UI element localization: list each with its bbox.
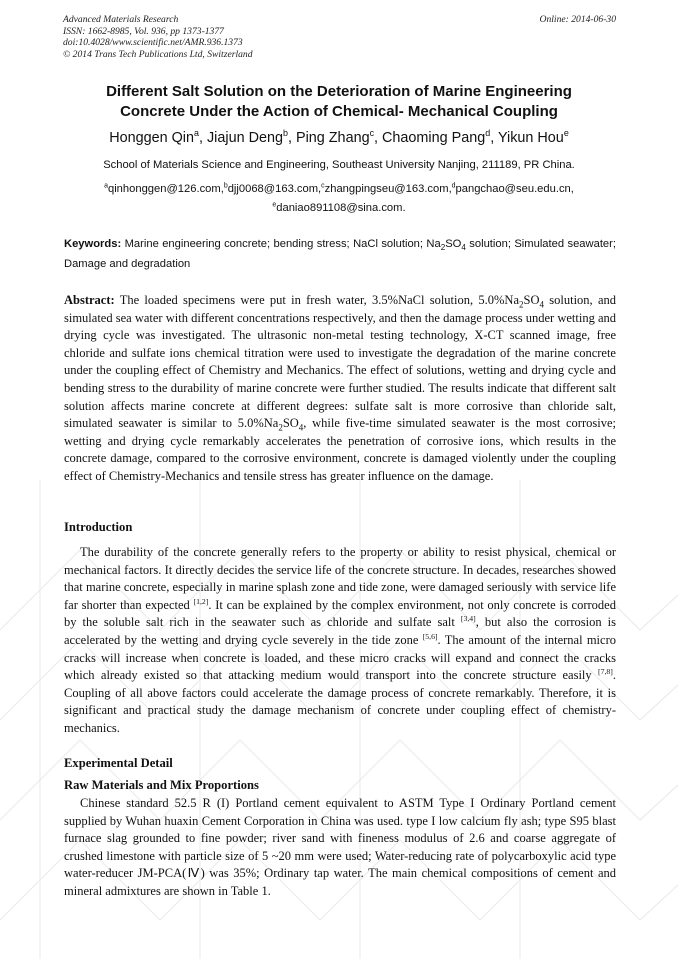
citation[interactable]: [5,6] [422, 631, 438, 641]
author: Jiajun Deng$^b$, [206, 128, 296, 146]
affiliation: School of Materials Science and Engineering, Southeast University Nanjing, 211189, PR China. [103, 159, 575, 171]
journal-name: Advanced Materials Research [63, 14, 179, 25]
online-date: Online: 2014-06-30 [539, 14, 616, 25]
email[interactable]: $^c$zhangpingseu@163.com, [321, 182, 452, 195]
abstract-label: Abstract: [64, 293, 115, 307]
author: Honggen Qin$^a$, [109, 128, 207, 146]
copyright-line: © 2014 Trans Tech Publications Ltd, Switzerland [63, 48, 253, 60]
title-line-1: Different Salt Solution on the Deterioration of Marine Engineering [106, 83, 572, 100]
experimental-heading: Experimental Detail [64, 756, 173, 770]
email[interactable]: $^d$pangchao@seu.edu.cn, [451, 182, 574, 195]
author: Yikun Hou$^e$ [497, 128, 569, 146]
keywords: Keywords: Marine engineering concrete; bending stress; NaCl solution; $Na_2SO_4$ solution; Simulated seawater; Damage and degradation [64, 238, 616, 270]
email[interactable]: $^a$qinhonggen@126.com, [104, 182, 224, 195]
citation[interactable]: [7,8] [598, 667, 613, 676]
email[interactable]: $^b$djj0068@163.com, [223, 182, 322, 195]
raw-materials-heading: Raw Materials and Mix Proportions [64, 778, 259, 792]
doi-line: doi:10.4028/www.scientific.net/AMR.936.1373 [63, 37, 243, 49]
email-list [40, 180, 638, 218]
paper-title [40, 82, 638, 122]
introduction-paragraph: The durability of the concrete generally refers to the property or ability to resist physical, chemical or mechanical factors. It directly decides the service life of the concrete structure. In decades, researches showed that marine concrete, especially in marine splash zone and tide zone, were damaged seriously with service life far shorter than expected [1,2]. It can be explained by the complex environment, not only concrete is corroded by the soluble salt rich in the seawater such as chloride and sulfate salt [3,4], but also the corrosion is accelerated by the wetting and drying cycle severely in the tide zone [5,6]. The amount of the internal micro cracks will increase when concrete is loaded, and these micro cracks will expand and connect the cracks which already existed so that attacking medium would transport into the concrete structure easily [7,8]. Coupling of all above factors could accelerate the damage process of concrete remarkably. Therefore, it is significant and practical study the damage mechanism of concrete under coupling effect of chemistry-mechanics. [64, 545, 616, 735]
introduction-heading: Introduction [64, 520, 133, 534]
citation[interactable]: [1,2] [193, 596, 209, 606]
raw-materials-paragraph: Chinese standard 52.5 R (I) Portland cement equivalent to ASTM Type I Ordinary Portland cement supplied by Wuhan huaxin Cement Corporation in China was used. type I low calcium fly ash; type S95 blast furnace slag grounded to fine powder; river sand with fineness modulus of 2.6 and coarse aggregate of crushed limestone with particle size of 5 ~20 mm were used; Water-reducing rate of polycarboxylic acid type water-reducer JM-PCA(Ⅳ) was 35%; Ordinary tap water. The main chemical compositions of cement and mineral admixtures are shown in Table 1. [64, 796, 616, 898]
author: Ping Zhang$^c$, [295, 128, 383, 146]
abstract: Abstract: The loaded specimens were put in fresh water, 3.5%NaCl solution, $5.0\%Na_2SO_4$ solution, and simulated sea water with different concentrations respectively, and then the damage process under wetting and drying cycle was investigated. The ultrasonic non-metal testing technology, X-CT scanned image, free chloride and sulfate ions chemical titration were used to investigate the degradation of the marine concrete under the coupling effect of Chemistry and Mechanics. The effect of solutions, wetting and drying cycle and bending stress to the durability of marine concrete were further studied. The results indicate that different salt solution affects marine concrete at different degrees: sulfate salt is more corrosive than chloride salt, simulated seawater is similar to $5.0\%Na_2SO_4$, while five-time simulated seawater is the most corrosive; wetting and drying cycle remarkably accelerates the penetration of corrosive ions, which results in the concrete damage, compared to the corrosive environment, concrete is damaged violently under the coupling effect of Chemistry-Mechanics and tensile stress has greater influence on the damage. [64, 293, 616, 483]
title-line-2: Concrete Under the Action of Chemical- Mechanical Coupling [120, 103, 558, 120]
author: Chaoming Pang$^d$, [382, 128, 498, 146]
journal-header [63, 14, 253, 60]
email[interactable]: $^e$daniao891108@sina.com. [272, 201, 406, 214]
citation[interactable]: [3,4] [460, 614, 476, 624]
keywords-label: Keywords: [64, 238, 122, 250]
issn-line: ISSN: 1662-8985, Vol. 936, pp 1373-1377 [63, 25, 224, 37]
author-list [40, 128, 638, 148]
